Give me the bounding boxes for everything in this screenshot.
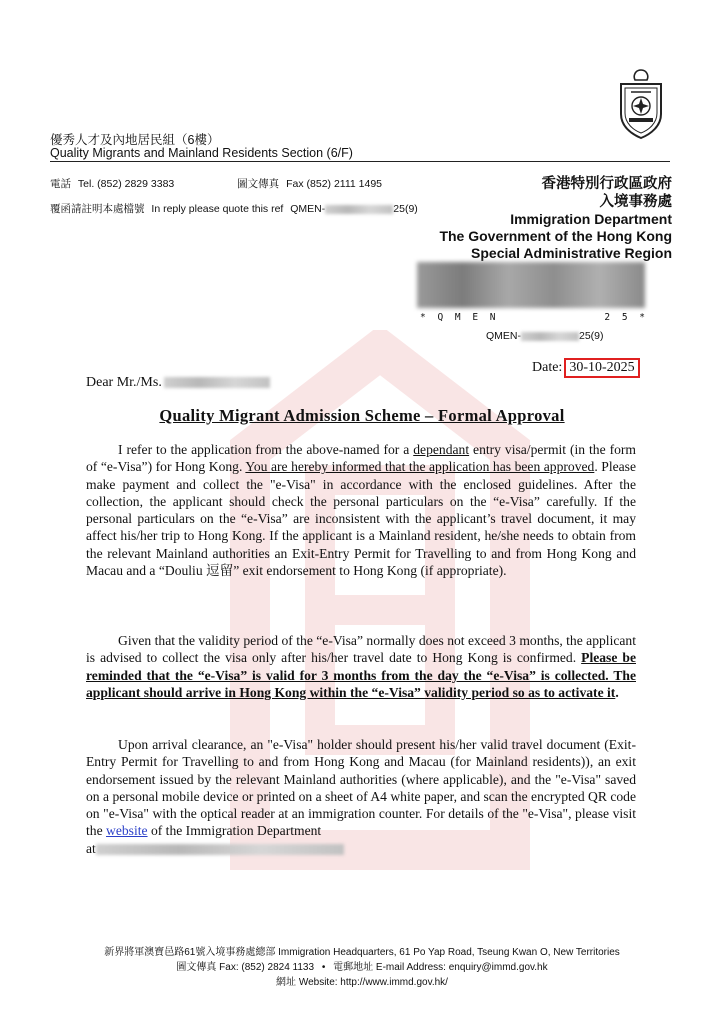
ref-redacted [325, 205, 393, 214]
footer-address-line [0, 945, 724, 960]
recipient-name-redacted [164, 377, 270, 388]
p1-text-a: I refer to the application from the above-named for a [118, 442, 414, 457]
department-name-english-3: Special Administrative Region [471, 245, 672, 261]
p3-at: at [86, 840, 96, 856]
tel-label-chinese: 電話 [50, 178, 71, 190]
reference-line [50, 201, 418, 216]
footer-address-chinese: 新界將軍澳寶邑路61號入境事務處總部 [104, 947, 276, 958]
barcode-redacted [417, 262, 645, 308]
header-divider [50, 161, 670, 162]
salutation [86, 375, 270, 391]
p3-text-a: Upon arrival clearance, an "e-Visa" holder should present his/her valid travel document (Exit-Entry Permit for Travelling to and from Hong Kong and Macau (for Mainland residents)), an exit endorsement issued by the relevant Mainland authorities (where applicable), and the "e-Visa" saved on a personal mobile device or printed on a sheet of A4 white paper, and scan the encrypted QR code on "e-Visa" with the optical reader at an immigration counter. For details of the "e-Visa", please visit the [86, 737, 636, 839]
footer-website: Website: http://www.immd.gov.hk/ [298, 977, 448, 988]
url-redacted [96, 844, 344, 855]
tel-number: Tel. (852) 2829 3383 [77, 178, 175, 190]
hksar-crest-icon [613, 66, 669, 142]
salutation-text: Dear Mr./Ms. [86, 375, 162, 390]
date-line [532, 358, 640, 378]
paragraph-arrival [86, 736, 636, 857]
fax-number: Fax (852) 2111 1495 [286, 178, 383, 190]
department-block [439, 175, 672, 262]
footer-contact-line [0, 960, 724, 975]
footer-fax: Fax: (852) 2824 1133 [219, 962, 315, 973]
footer-web-chinese: 網址 [276, 977, 297, 988]
footer-fax-chinese: 圖文傳真 [176, 962, 217, 973]
barcode-ref-suffix: 25(9) [579, 330, 604, 342]
website-link[interactable]: website [106, 823, 148, 839]
p3-text-b: of the Immigration Department [147, 823, 322, 839]
p1-text-c: . Please make payment and collect the "e-Visa" in accordance with the enclosed guidelines. After the collection, the applicant should check the personal particulars on the “e-Visa” carefully. If the personal particulars on the “e-Visa” are inconsistent with the applicant’s travel document, it may affect his/her trip to Hong Kong. If the applicant is a Mainland resident, he/she needs to obtain from the relevant Mainland authorities an Exit-Entry Permit for Travelling to and from Hong Kong and Macau and a “Douliu 逗留” exit endorsement to Hong Kong (if appropriate). [86, 459, 636, 579]
p1-text-b: entry visa/permit (in the form of “e-Visa”) for Hong Kong. [86, 442, 637, 475]
p1-dependant: dependant [413, 442, 470, 457]
barcode-text-right: 2 5 * [604, 312, 648, 323]
paragraph-validity [86, 632, 636, 701]
section-name-english: Quality Migrants and Mainland Residents Section (6/F) [50, 146, 353, 160]
ref-label-chinese: 覆函請註明本處檔號 [50, 203, 145, 215]
footer-web-line [0, 975, 724, 990]
section-name-chinese: 優秀人才及內地居民組（6樓） [50, 133, 220, 147]
fax-label-chinese: 圖文傳真 [237, 178, 280, 190]
department-name-english-2: The Government of the Hong Kong [439, 228, 672, 244]
footer-email: E-mail Address: enquiry@immd.gov.hk [375, 962, 548, 973]
department-name-chinese-1: 香港特別行政區政府 [541, 176, 672, 192]
p2-end: . [615, 684, 619, 700]
barcode-ref-prefix: QMEN- [486, 330, 521, 342]
letter-title: Quality Migrant Admission Scheme – Formal Approval [159, 406, 565, 425]
p2-validity-reminder: Please be reminded that the “e-Visa” is valid for 3 months from the day the “e-Visa” is collected. The applicant should arrive in Hong Kong within the “e-Visa” validity period so as to activate it [86, 650, 636, 700]
p2-text-a: Given that the validity period of the “e-Visa” normally does not exceed 3 months, the applicant is advised to collect the visa only after his/her travel date to Hong Kong is confirmed. [86, 633, 636, 666]
date-label: Date: [532, 360, 563, 375]
barcode-reference [486, 330, 604, 342]
footer-bullet: • [321, 962, 326, 973]
ref-suffix: 25(9) [393, 203, 418, 215]
footer [0, 945, 724, 990]
p1-approved-notice: You are hereby informed that the application has been approved [245, 459, 595, 475]
barcode-ref-redacted [521, 332, 579, 341]
barcode-text [420, 312, 648, 323]
ref-prefix: QMEN- [290, 203, 326, 215]
footer-address-english: Immigration Headquarters, 61 Po Yap Road, Tseung Kwan O, New Territories [278, 947, 620, 958]
department-name-chinese-2: 入境事務處 [599, 194, 672, 210]
contact-line [50, 176, 382, 191]
footer-email-chinese: 電郵地址 [333, 962, 374, 973]
ref-label-english: In reply please quote this ref [151, 203, 284, 215]
department-name-english-1: Immigration Department [510, 211, 672, 227]
barcode-text-left: * Q M E N [420, 312, 499, 323]
date-value: 30-10-2025 [564, 358, 639, 378]
paragraph-approval [86, 441, 636, 579]
